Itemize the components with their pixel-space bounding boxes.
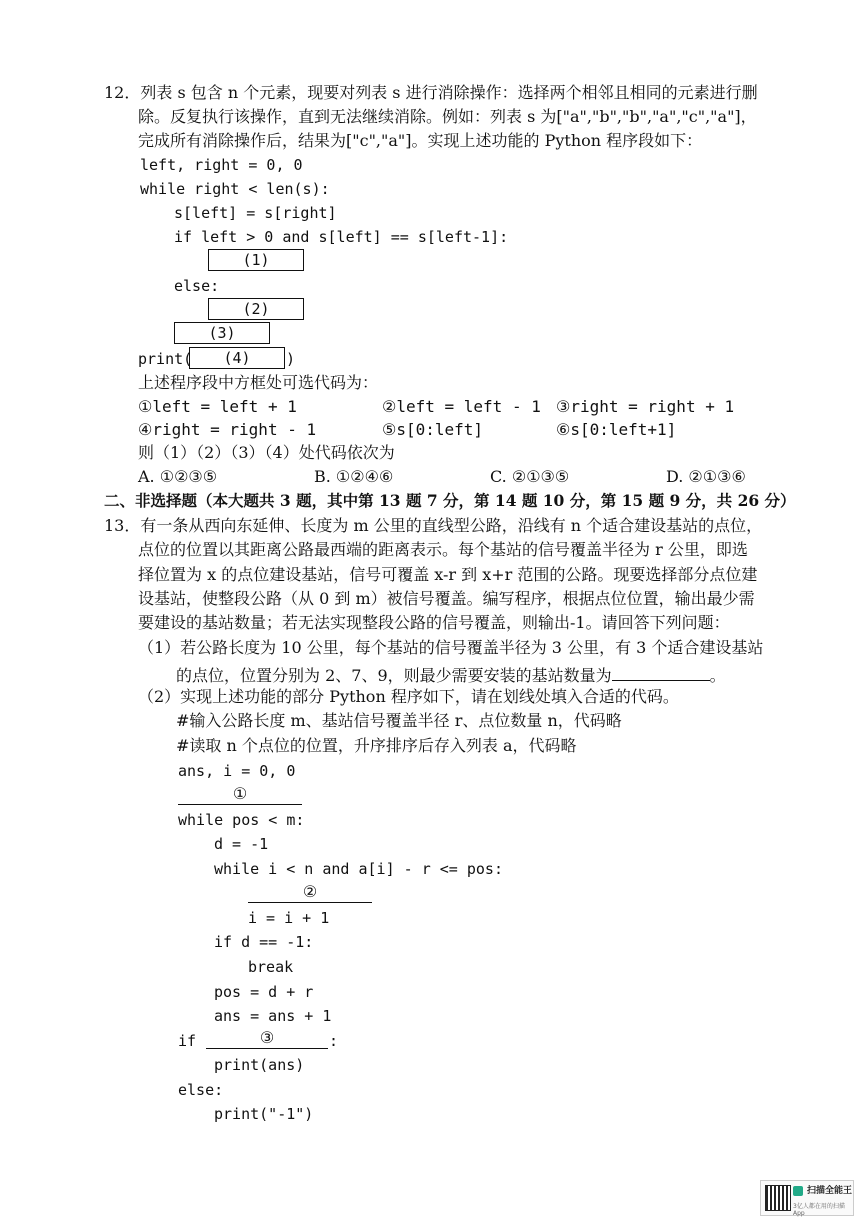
q12-question: 则（1）（2）（3）（4）处代码依次为 <box>138 443 395 462</box>
q12-option: ⑤s[0:left] <box>382 420 484 439</box>
q13-code-line: ans, i = 0, 0 <box>178 762 296 780</box>
q13-code-comment: #读取 n 个点位的位置，升序排序后存入列表 a，代码略 <box>176 736 577 755</box>
q12-stem-line-1: 12．列表 s 包含 n 个元素，现要对列表 s 进行消除操作：选择两个相邻且相同的元素进行删 <box>104 83 758 102</box>
q13-blank-2[interactable]: ② <box>248 882 372 903</box>
q13-code-line: d = -1 <box>214 835 269 853</box>
q12-choice-a: A. ①②③⑤ <box>138 467 218 486</box>
qr-code-icon <box>765 1185 791 1211</box>
section-heading: 二、非选择题（本大题共 3 题，其中第 13 题 7 分，第 14 题 10 分，第 15 题 9 分，共 26 分） <box>104 491 796 510</box>
q13-code-if: if <box>178 1032 197 1050</box>
q13-sub1-line-2 <box>176 662 726 687</box>
q13-sub1-text: 的点位，位置分别为 2、7、9，则最少需要安装的基站数量为 <box>176 666 612 685</box>
q13-code-line: else: <box>178 1081 224 1099</box>
q13-stem-line: 要建设的基站数量；若无法实现整段公路的信号覆盖，则输出-1。请回答下列问题： <box>138 613 730 632</box>
q12-choice-b: B. ①②④⑥ <box>314 467 394 486</box>
scanner-watermark <box>760 1180 854 1216</box>
q13-stem-line: 点位的位置以其距离公路最西端的距离表示。每个基站的信号覆盖半径为 r 公里，即选 <box>138 540 748 559</box>
q13-code-line: print("-1") <box>214 1105 314 1123</box>
q12-answer-box-1: (1) <box>208 249 304 271</box>
q13-code-line: i = i + 1 <box>248 909 330 927</box>
q12-code-line: else: <box>174 277 220 295</box>
q13-stem-line: 设基站，使整段公路（从 0 到 m）被信号覆盖。编写程序，根据点位位置，输出最少需 <box>138 589 755 608</box>
q12-code-line: s[left] = s[right] <box>174 204 337 222</box>
q12-option: ③right = right + 1 <box>556 397 735 416</box>
q12-stem-line-2: 除。反复执行该操作，直到无法继续消除。例如：列表 s 为["a","b","b","a","c","a"]， <box>138 107 757 126</box>
q13-sub2-instruction: （2）实现上述功能的部分 Python 程序如下，请在划线处填入合适的代码。 <box>138 687 679 706</box>
q12-stem-line-3: 完成所有消除操作后，结果为["c","a"]。实现上述功能的 Python 程序段如下： <box>138 131 703 150</box>
q12-option: ②left = left - 1 <box>382 397 541 416</box>
q12-code-print: print( <box>138 350 193 368</box>
q12-option: ①left = left + 1 <box>138 397 297 416</box>
q13-code-comment: #输入公路长度 m、基站信号覆盖半径 r、点位数量 n，代码略 <box>176 711 622 730</box>
app-logo-icon <box>793 1186 803 1196</box>
q12-code-line: if left > 0 and s[left] == s[left-1]: <box>174 228 509 246</box>
app-name: 扫描全能王 <box>807 1186 853 1196</box>
q13-code-line: break <box>248 958 294 976</box>
q12-choice-c: C. ②①③⑤ <box>490 467 570 486</box>
q12-code-print-close: ) <box>286 350 296 368</box>
q12-code-line: left, right = 0, 0 <box>140 156 303 174</box>
q13-code-line: ans = ans + 1 <box>214 1007 332 1025</box>
q13-code-line: while pos < m: <box>178 811 305 829</box>
q12-option: ④right = right - 1 <box>138 420 317 439</box>
q13-sub1-answer-blank[interactable] <box>612 662 710 681</box>
q12-answer-box-3: (3) <box>174 322 270 344</box>
q12-options-intro: 上述程序段中方框处可选代码为： <box>138 373 379 392</box>
q13-stem-line: 择位置为 x 的点位建设基站，信号可覆盖 x-r 到 x+r 范围的公路。现要选择部分点位建 <box>138 565 758 584</box>
app-tagline: 3亿人都在用的扫描App <box>793 1203 845 1217</box>
q13-code-colon: : <box>329 1032 339 1050</box>
q12-code-line: while right < len(s): <box>140 180 330 198</box>
q12-option: ⑥s[0:left+1] <box>556 420 677 439</box>
q13-code-line: print(ans) <box>214 1056 305 1074</box>
q12-answer-box-2: (2) <box>208 298 304 320</box>
q13-sub1-end: 。 <box>709 666 726 685</box>
q13-blank-1[interactable]: ① <box>178 784 302 805</box>
q13-code-line: pos = d + r <box>214 983 314 1001</box>
q12-answer-box-4: (4) <box>189 347 285 369</box>
q13-code-line: while i < n and a[i] - r <= pos: <box>214 860 503 878</box>
q13-blank-3[interactable]: ③ <box>206 1028 328 1049</box>
q13-code-line: if d == -1: <box>214 933 314 951</box>
q13-stem-line: 13．有一条从西向东延伸、长度为 m 公里的直线型公路，沿线有 n 个适合建设基站的点位， <box>104 516 763 535</box>
q12-choice-d: D. ②①③⑥ <box>666 467 746 486</box>
q13-sub1-line-1: （1）若公路长度为 10 公里，每个基站的信号覆盖半径为 3 公里，有 3 个适合建设基站 <box>138 638 764 657</box>
